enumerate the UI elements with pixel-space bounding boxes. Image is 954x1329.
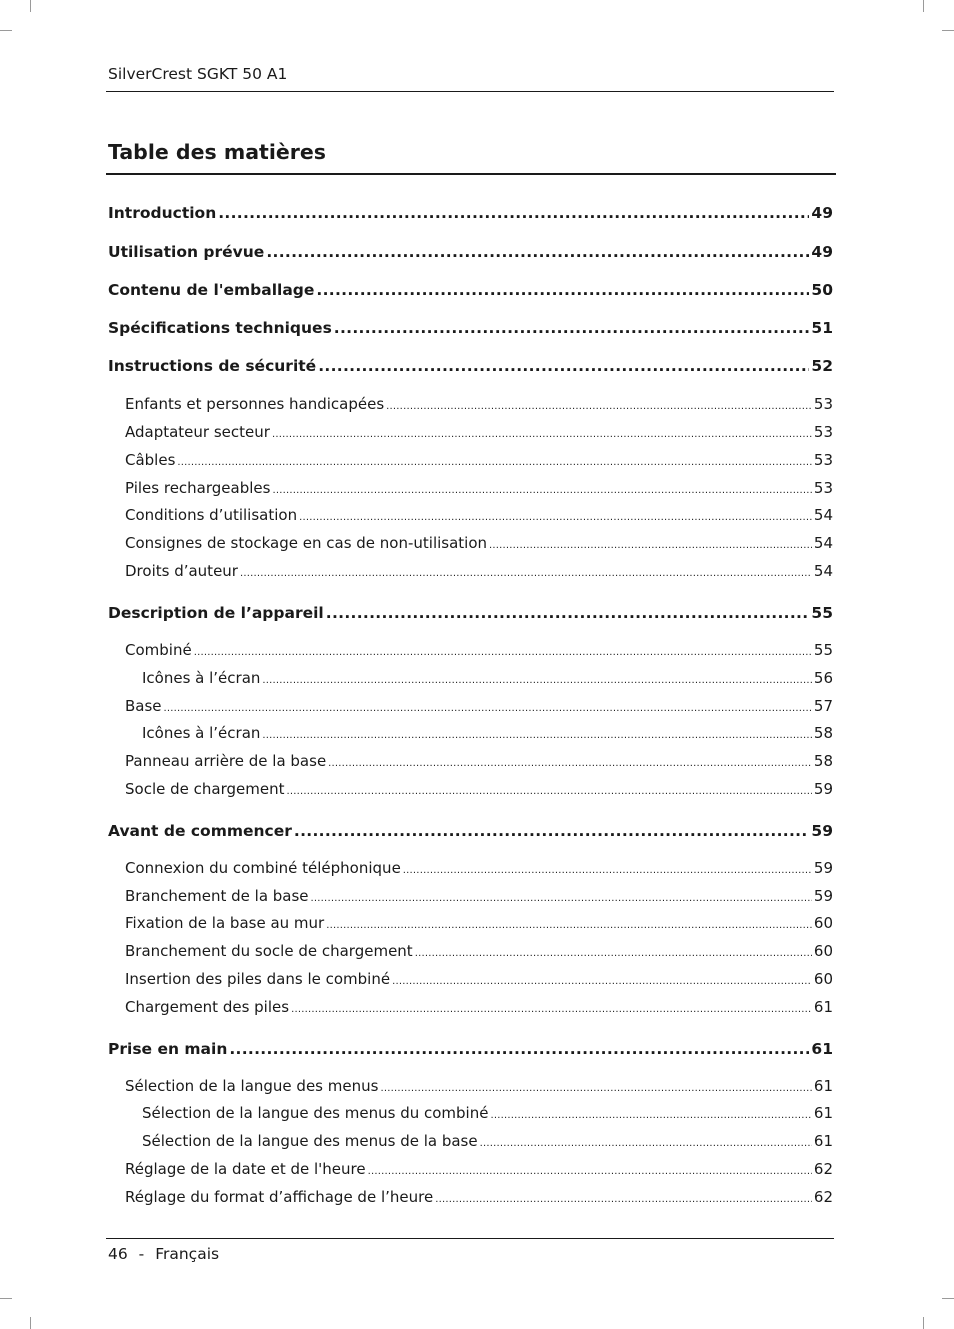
toc-subsection <box>125 477 833 499</box>
toc-dot-leader <box>380 1078 811 1097</box>
toc-dot-leader <box>218 202 809 224</box>
toc-entry-label: Icônes à l’écran <box>142 669 261 687</box>
toc-entry-label: Description de l’appareil <box>108 604 324 622</box>
toc-entry-page: 50 <box>811 281 833 299</box>
toc-entry-page: 61 <box>813 1104 833 1122</box>
toc-subsection <box>125 532 833 554</box>
running-header: SilverCrest SGKT 50 A1 <box>108 65 288 83</box>
toc-subsection <box>125 639 833 661</box>
toc-section <box>108 1038 833 1060</box>
toc-entry-page: 55 <box>811 604 833 622</box>
toc-entry-page: 53 <box>813 423 833 441</box>
toc-dot-leader <box>272 480 811 499</box>
toc-entry-page: 57 <box>813 697 833 715</box>
toc-entry-label: Enfants et personnes handicapées <box>125 395 385 413</box>
toc-dot-leader <box>266 241 809 263</box>
toc-subsection <box>142 667 833 689</box>
toc-subsection <box>125 560 833 582</box>
toc-dot-leader <box>294 820 810 842</box>
toc-dot-leader <box>262 725 812 744</box>
toc-entry-page: 52 <box>811 357 833 375</box>
toc-section <box>108 202 833 224</box>
toc-subsection <box>125 778 833 800</box>
toc-entry-label: Contenu de l'emballage <box>108 281 315 299</box>
toc-entry-page: 59 <box>813 780 833 798</box>
toc-entry-page: 59 <box>813 859 833 877</box>
toc-entry-page: 54 <box>813 506 833 524</box>
toc-entry-label: Chargement des piles <box>125 998 290 1016</box>
toc-entry-label: Insertion des piles dans le combiné <box>125 970 391 988</box>
toc-entry-label: Branchement du socle de chargement <box>125 942 413 960</box>
toc-entry-page: 49 <box>811 204 833 222</box>
toc-dot-leader <box>326 915 812 934</box>
toc-dot-leader <box>194 642 812 661</box>
toc-entry-page: 53 <box>813 479 833 497</box>
toc-dot-leader <box>326 602 810 624</box>
toc-dot-leader <box>490 1105 811 1124</box>
toc-dot-leader <box>311 888 812 907</box>
toc-entry-label: Icônes à l’écran <box>142 724 261 742</box>
toc-dot-leader <box>386 396 812 415</box>
toc-entry-label: Sélection de la langue des menus <box>125 1077 379 1095</box>
toc-entry-page: 61 <box>813 1077 833 1095</box>
toc-entry-page: 56 <box>813 669 833 687</box>
toc-dot-leader <box>177 452 812 471</box>
toc-entry-page: 60 <box>813 970 833 988</box>
toc-entry-page: 61 <box>813 998 833 1016</box>
toc-section <box>108 279 833 301</box>
toc-section <box>108 317 833 339</box>
toc-subsection <box>142 1130 833 1152</box>
toc-entry-page: 60 <box>813 914 833 932</box>
toc-entry-page: 60 <box>813 942 833 960</box>
toc-entry-label: Fixation de la base au mur <box>125 914 325 932</box>
toc-subsection <box>125 504 833 526</box>
toc-dot-leader <box>299 507 812 526</box>
toc-dot-leader <box>316 279 809 301</box>
toc-section <box>108 602 833 624</box>
toc-dot-leader <box>318 355 809 377</box>
toc-subsection <box>125 421 833 443</box>
toc-entry-label: Piles rechargeables <box>125 479 271 497</box>
toc-entry-page: 62 <box>813 1160 833 1178</box>
toc-dot-leader <box>435 1189 812 1208</box>
toc-subsection <box>125 449 833 471</box>
toc-dot-leader <box>334 317 810 339</box>
toc-entry-label: Consignes de stockage en cas de non-utilisation <box>125 534 488 552</box>
toc-entry-label: Utilisation prévue <box>108 243 265 261</box>
toc-entry-label: Instructions de sécurité <box>108 357 317 375</box>
toc-dot-leader <box>164 698 812 717</box>
toc-entry-label: Droits d’auteur <box>125 562 238 580</box>
toc-subsection <box>125 885 833 907</box>
toc-entry-page: 49 <box>811 243 833 261</box>
toc-entry-label: Socle de chargement <box>125 780 285 798</box>
page-title: Table des matières <box>108 140 326 164</box>
toc-subsection <box>125 393 833 415</box>
toc-entry-page: 53 <box>813 395 833 413</box>
toc-dot-leader <box>403 860 812 879</box>
toc-dot-leader <box>328 753 812 772</box>
toc-entry-label: Sélection de la langue des menus de la base <box>142 1132 478 1150</box>
footer-separator: - <box>138 1245 145 1263</box>
toc-entry-label: Spécifications techniques <box>108 319 332 337</box>
toc-entry-label: Base <box>125 697 162 715</box>
toc-dot-leader <box>489 535 812 554</box>
toc-entry-label: Prise en main <box>108 1040 228 1058</box>
toc-entry-label: Réglage de la date et de l'heure <box>125 1160 366 1178</box>
toc-entry-label: Branchement de la base <box>125 887 309 905</box>
toc-entry-label: Câbles <box>125 451 176 469</box>
toc-subsection <box>125 968 833 990</box>
toc-subsection <box>125 695 833 717</box>
toc-subsection <box>142 1102 833 1124</box>
toc-entry-page: 54 <box>813 534 833 552</box>
toc-entry-label: Panneau arrière de la base <box>125 752 327 770</box>
toc-entry-label: Adaptateur secteur <box>125 423 270 441</box>
toc-subsection <box>125 857 833 879</box>
toc-entry-page: 61 <box>813 1132 833 1150</box>
toc-entry-page: 53 <box>813 451 833 469</box>
toc-entry-label: Réglage du format d’affichage de l’heure <box>125 1188 434 1206</box>
toc-subsection <box>125 750 833 772</box>
toc-entry-page: 58 <box>813 752 833 770</box>
toc-subsection <box>125 912 833 934</box>
toc-entry-label: Connexion du combiné téléphonique <box>125 859 401 877</box>
toc-dot-leader <box>229 1038 809 1060</box>
toc-section <box>108 820 833 842</box>
toc-dot-leader <box>480 1133 812 1152</box>
toc-subsection <box>142 722 833 744</box>
toc-entry-label: Avant de commencer <box>108 822 292 840</box>
toc-entry-label: Introduction <box>108 204 217 222</box>
toc-dot-leader <box>392 971 812 990</box>
toc-subsection <box>125 940 833 962</box>
toc-section <box>108 241 833 263</box>
toc-entry-page: 62 <box>813 1188 833 1206</box>
toc-dot-leader <box>240 563 812 582</box>
toc-subsection <box>125 1158 833 1180</box>
page-number: 46 <box>108 1245 128 1263</box>
toc-entry-page: 51 <box>811 319 833 337</box>
toc-entry-page: 61 <box>811 1040 833 1058</box>
toc-entry-page: 59 <box>813 887 833 905</box>
toc-dot-leader <box>291 999 812 1018</box>
page-footer <box>108 1244 219 1264</box>
toc-subsection <box>125 996 833 1018</box>
toc-dot-leader <box>415 943 812 962</box>
toc-entry-page: 58 <box>813 724 833 742</box>
toc-dot-leader <box>368 1161 812 1180</box>
toc-subsection <box>125 1075 833 1097</box>
toc-entry-page: 54 <box>813 562 833 580</box>
toc-entry-label: Conditions d’utilisation <box>125 506 298 524</box>
toc-entry-page: 59 <box>811 822 833 840</box>
footer-language: Français <box>155 1245 220 1263</box>
toc-dot-leader <box>262 670 812 689</box>
toc-entry-label: Combiné <box>125 641 192 659</box>
toc-section <box>108 355 833 377</box>
toc-entry-page: 55 <box>813 641 833 659</box>
toc-subsection <box>125 1186 833 1208</box>
footer-rule <box>106 1238 834 1239</box>
toc-dot-leader <box>286 781 811 800</box>
toc-dot-leader <box>272 424 812 443</box>
toc-entry-label: Sélection de la langue des menus du combiné <box>142 1104 489 1122</box>
